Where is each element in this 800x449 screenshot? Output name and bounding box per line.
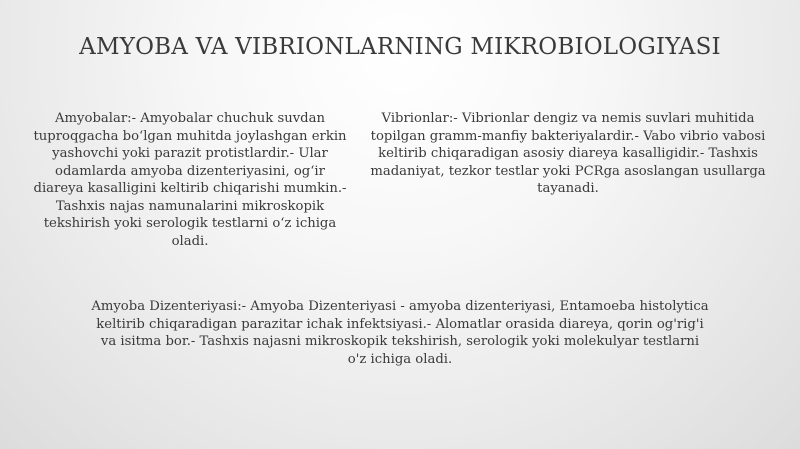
vibrios-text-block: Vibrionlar:- Vibrionlar dengiz va nemis suvlari muhitida topilgan gramm-manfiy bakteriyalardir.- Vabo vibrio vabosi keltirib chiqaradigan asosiy diareya kasalligidir.- Tashxis madaniyat, tezkor testlar yoki PCRga asoslangan usullarga tayanadi. [370, 111, 766, 196]
dysentery-text-block: Amyoba Dizenteriyasi:- Amyoba Dizenteriyasi - amyoba dizenteriyasi, Entamoeba histolytica keltirib chiqaradigan parazitar ichak infektsiyasi.- Alomatlar orasida diareya, qorin og'rig'i va isitma bor.- Tashxis najasni mikroskopik tekshirish, serologik yoki molekulyar testlarni o'z ichiga oladi. [91, 299, 709, 367]
slide-title: AMYOBA VA VIBRIONLARNING MIKROBIOLOGIYASI [79, 34, 721, 60]
amoebas-text-block: Amyobalar:- Amyobalar chuchuk suvdan tuproqgacha bo‘lgan muhitda joylashgan erkin yashovchi yoki parazit protistlardir.- Ular odamlarda amyoba dizenteriyasini, og‘ir diareya kasalligini keltirib chiqarishi mumkin.- Tashxis najas namunalarini mikroskopik tekshirish yoki serologik testlarni o‘z ichiga oladi. [33, 111, 347, 249]
